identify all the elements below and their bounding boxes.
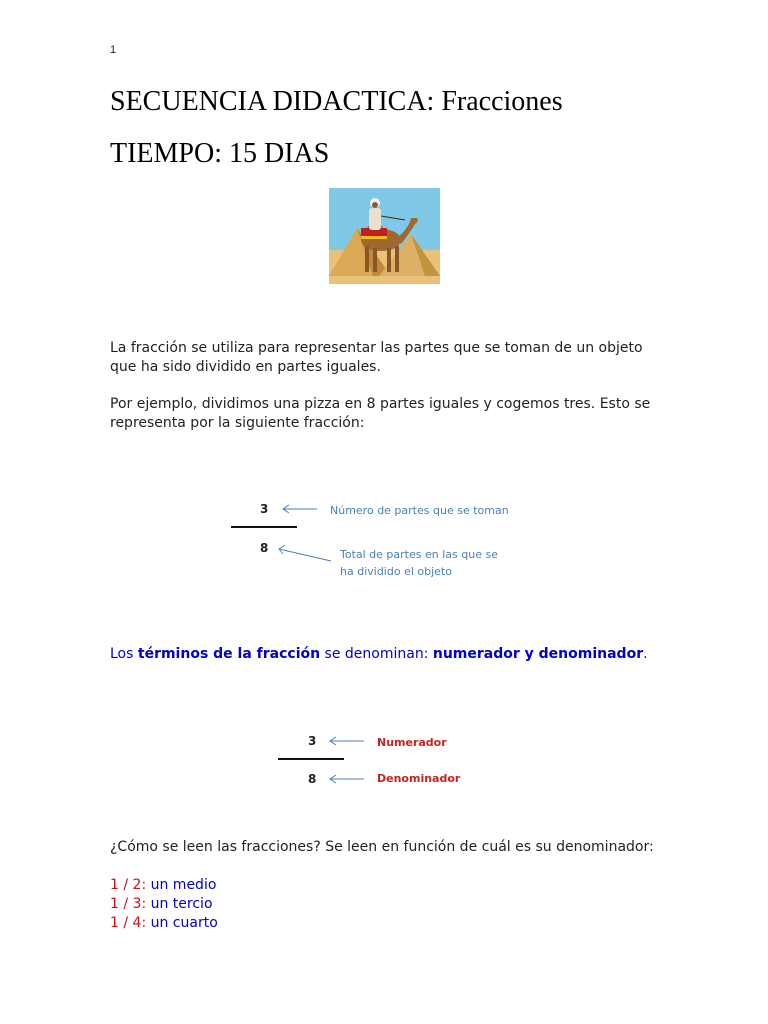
- diagram2-denominator: 8: [308, 772, 317, 786]
- list-item: 1 / 4: un cuarto: [110, 915, 218, 931]
- denominator-label: Denominador: [377, 772, 461, 785]
- arrow-icon: [279, 545, 331, 561]
- duration-heading: TIEMPO: 15 DIAS: [110, 138, 330, 169]
- numerator-label: Numerador: [377, 736, 447, 749]
- terms-bold-1: términos de la fracción: [137, 646, 321, 662]
- arrow-icon: [330, 775, 364, 783]
- fraction-name: un medio: [150, 877, 217, 893]
- fraction-value: 1 / 4: [110, 915, 142, 931]
- fraction-name: un cuarto: [150, 915, 218, 931]
- diagram1-denominator-note-line2: ha dividido el objeto: [340, 565, 452, 578]
- document-title: SECUENCIA DIDACTICA: Fracciones: [110, 86, 563, 117]
- fraction-readings-list: [110, 876, 218, 933]
- diagram1-numerator: 3: [260, 502, 269, 516]
- diagram1-denominator-note-line1: Total de partes en las que se: [340, 548, 498, 561]
- diagram2-numerator: 3: [308, 734, 317, 748]
- arrow-icon: [283, 505, 317, 513]
- reading-question: ¿Cómo se leen las fracciones? Se leen en función de cuál es su denominador:: [110, 839, 654, 855]
- fraction-value: 1 / 2: [110, 877, 142, 893]
- terms-bold-2: numerador y denominador: [432, 646, 644, 662]
- list-item: 1 / 3: un tercio: [110, 896, 213, 912]
- fraction-diagram-parts: [225, 495, 545, 585]
- fraction-name: un tercio: [150, 896, 213, 912]
- terms-text-1: Los: [110, 646, 138, 662]
- fraction-value: 1 / 3: [110, 896, 142, 912]
- list-item: 1 / 2: un medio: [110, 877, 217, 893]
- camel-rider-pyramids-icon: [329, 188, 440, 284]
- example-paragraph: Por ejemplo, dividimos una pizza en 8 partes iguales y cogemos tres. Esto se representa por la siguiente fracción:: [110, 396, 651, 431]
- arrow-icon: [330, 737, 364, 745]
- diagram1-numerator-note: Número de partes que se toman: [330, 504, 509, 517]
- terms-text-2: se denominan:: [320, 646, 433, 662]
- page-number: 1: [110, 44, 117, 56]
- terms-sentence: [110, 645, 648, 664]
- diagram1-denominator: 8: [260, 541, 269, 555]
- intro-paragraph: La fracción se utiliza para representar las partes que se toman de un objeto que ha sido dividido en partes iguales.: [110, 340, 643, 375]
- terms-text-3: .: [643, 646, 648, 662]
- fraction-diagram-terms: [270, 728, 470, 794]
